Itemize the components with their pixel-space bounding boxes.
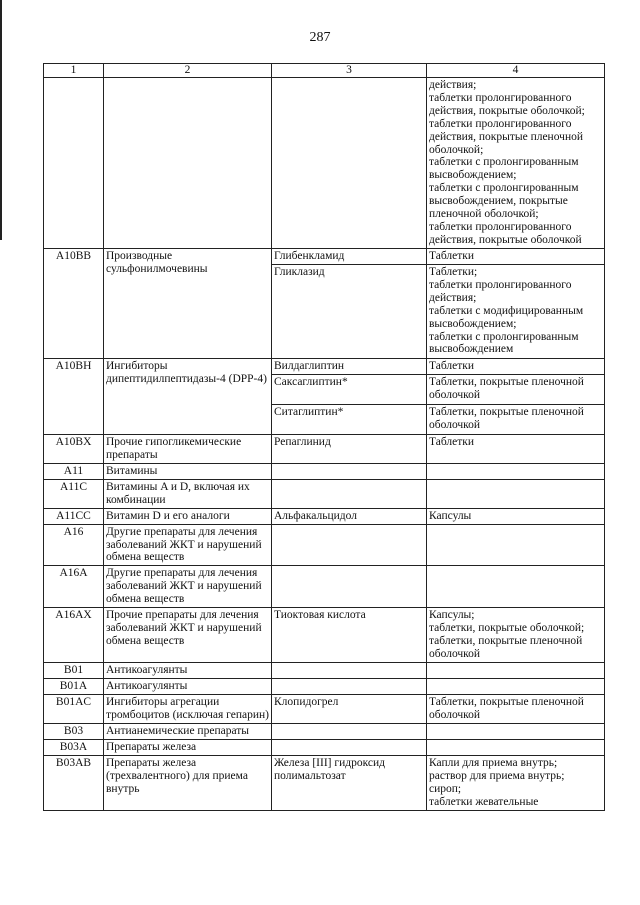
drug-group: Ингибиторы агрегации тромбоцитов (исключая гепарин)	[104, 695, 272, 724]
drug-name	[272, 663, 426, 678]
dosage-form: таблетки с модифицированным высвобождением;	[429, 304, 584, 330]
dosage-form: таблетки, покрытые пленочной оболочкой	[429, 634, 583, 660]
dosage-form-block	[427, 249, 604, 264]
drug-names-cell	[272, 724, 427, 740]
drug-group: Витамины	[104, 463, 272, 479]
drug-name	[272, 724, 426, 739]
dosage-form-block	[427, 374, 604, 404]
dosage-form: действия;	[429, 79, 477, 91]
dosage-form: таблетки с пролонгированным высвобождением, покрытые пленочной оболочкой;	[429, 182, 579, 221]
atc-code: A16A	[44, 566, 104, 608]
drug-group: Витамины A и D, включая их комбинации	[104, 479, 272, 508]
drug-names-cell	[272, 435, 427, 464]
table-row	[44, 679, 605, 695]
dosage-forms-cell	[427, 679, 605, 695]
drug-names-cell	[272, 508, 427, 524]
dosage-form: таблетки пролонгированного действия, покрытые пленочной оболочкой;	[429, 117, 584, 156]
table-row	[44, 524, 605, 566]
dosage-form: Таблетки, покрытые пленочной оболочкой	[429, 696, 584, 721]
drug-group	[104, 78, 272, 249]
drug-names-cell	[272, 249, 427, 359]
drug-name	[272, 740, 426, 755]
drug-name	[272, 78, 426, 248]
drug-name: Клопидогрел	[274, 696, 339, 709]
dosage-forms-cell	[427, 663, 605, 679]
drug-names-cell	[272, 359, 427, 435]
drug-table	[43, 63, 605, 811]
drug-names-cell	[272, 756, 427, 811]
dosage-forms-cell	[427, 524, 605, 566]
dosage-form: таблетки с пролонгированным высвобождением;	[429, 156, 579, 182]
dosage-form: таблетки пролонгированного действия, покрытые оболочкой	[429, 220, 582, 246]
drug-names-cell	[272, 479, 427, 508]
page-number: 287	[309, 30, 331, 45]
atc-code: B03A	[44, 740, 104, 756]
atc-code: B01A	[44, 679, 104, 695]
atc-code: A10BH	[44, 359, 104, 435]
dosage-forms-cell	[427, 724, 605, 740]
atc-code: A10BB	[44, 249, 104, 359]
drug-names-cell	[272, 566, 427, 608]
dosage-form: таблетки пролонгированного действия;	[429, 278, 572, 304]
table-row	[44, 566, 605, 608]
dosage-form-block	[427, 724, 604, 739]
dosage-form: Капсулы	[429, 509, 472, 522]
dosage-form-block	[427, 404, 604, 434]
drug-group: Антикоагулянты	[104, 679, 272, 695]
dosage-forms-cell	[427, 740, 605, 756]
dosage-form-block	[427, 740, 604, 755]
dosage-form-block	[427, 679, 604, 694]
dosage-form: Таблетки	[429, 360, 475, 372]
dosage-form: Таблетки, покрытые пленочной оболочкой	[429, 376, 584, 401]
column-number: 4	[427, 64, 605, 78]
drug-name: Железа [III] гидроксид полимальтозат	[274, 757, 385, 782]
dosage-form: Таблетки;	[429, 266, 478, 278]
drug-table-body	[44, 64, 605, 811]
drug-name: Гликлазид	[272, 264, 426, 358]
dosage-forms-cell	[427, 78, 605, 249]
dosage-forms-cell	[427, 249, 605, 359]
dosage-form-block	[427, 78, 604, 248]
drug-group: Прочие гипогликемические препараты	[104, 435, 272, 464]
drug-group: Витамин D и его аналоги	[104, 508, 272, 524]
column-number-row	[44, 64, 605, 78]
dosage-forms-cell	[427, 435, 605, 464]
dosage-form-block	[427, 663, 604, 678]
table-row	[44, 78, 605, 249]
drug-group: Другие препараты для лечения заболеваний ЖКТ и нарушений обмена веществ	[104, 524, 272, 566]
table-row	[44, 740, 605, 756]
column-number: 1	[44, 64, 104, 78]
drug-group: Препараты железа (трехвалентного) для приема внутрь	[104, 756, 272, 811]
atc-code: A11C	[44, 479, 104, 508]
atc-code: A16	[44, 524, 104, 566]
table-row	[44, 359, 605, 435]
dosage-form: таблетки, покрытые оболочкой;	[429, 621, 585, 634]
drug-names-cell	[272, 524, 427, 566]
table-row	[44, 724, 605, 740]
dosage-forms-cell	[427, 359, 605, 435]
dosage-form-block	[427, 509, 604, 524]
dosage-form-block	[427, 695, 604, 723]
dosage-forms-cell	[427, 463, 605, 479]
table-row	[44, 756, 605, 811]
atc-code: B03	[44, 724, 104, 740]
dosage-form: Капсулы;	[429, 609, 475, 622]
drug-name	[272, 480, 426, 495]
drug-name	[272, 679, 426, 694]
dosage-form-block	[427, 264, 604, 358]
column-number: 3	[272, 64, 427, 78]
table-row	[44, 663, 605, 679]
drug-name: Вилдаглиптин	[274, 360, 345, 372]
atc-code: A10BX	[44, 435, 104, 464]
table-row	[44, 479, 605, 508]
dosage-form: таблетки пролонгированного действия, покрытые оболочкой;	[429, 91, 585, 117]
drug-name: Тиоктовая кислота	[274, 609, 366, 622]
drug-name	[272, 525, 426, 540]
drug-group: Прочие препараты для лечения заболеваний ЖКТ и нарушений обмена веществ	[104, 608, 272, 663]
drug-names-cell	[272, 679, 427, 695]
drug-group: Производные сульфонилмочевины	[104, 249, 272, 359]
dosage-form-block	[427, 608, 604, 662]
table-row	[44, 508, 605, 524]
dosage-forms-cell	[427, 508, 605, 524]
dosage-form: сироп;	[429, 782, 462, 795]
dosage-form: Таблетки	[429, 250, 475, 262]
drug-name: Глибенкламид	[274, 250, 345, 262]
atc-code: A11CC	[44, 508, 104, 524]
atc-code	[44, 78, 104, 249]
atc-code: B01	[44, 663, 104, 679]
dosage-form: таблетки жевательные	[429, 795, 539, 808]
dosage-forms-cell	[427, 479, 605, 508]
table-row	[44, 249, 605, 359]
drug-group: Препараты железа	[104, 740, 272, 756]
dosage-form-block	[427, 359, 604, 374]
drug-name: Ситаглиптин*	[272, 404, 426, 434]
atc-code: B01AC	[44, 695, 104, 724]
dosage-form-block	[427, 566, 604, 581]
dosage-form-block	[427, 525, 604, 540]
dosage-form: Таблетки, покрытые пленочной оболочкой	[429, 406, 584, 431]
drug-name	[272, 464, 426, 479]
drug-name: Саксаглиптин*	[272, 374, 426, 404]
dosage-form: Капли для приема внутрь;	[429, 757, 558, 770]
atc-code: A11	[44, 463, 104, 479]
dosage-form: Таблетки	[429, 436, 475, 448]
table-row	[44, 608, 605, 663]
drug-names-cell	[272, 463, 427, 479]
atc-code: A16AX	[44, 608, 104, 663]
drug-names-cell	[272, 740, 427, 756]
drug-names-cell	[272, 608, 427, 663]
dosage-form-block	[427, 756, 604, 810]
column-number: 2	[104, 64, 272, 78]
drug-group: Ингибиторы дипептидилпептидазы-4 (DPP-4)	[104, 359, 272, 435]
dosage-forms-cell	[427, 566, 605, 608]
table-row	[44, 435, 605, 464]
drug-names-cell	[272, 78, 427, 249]
dosage-form-block	[427, 480, 604, 495]
dosage-forms-cell	[427, 608, 605, 663]
dosage-form-block	[427, 464, 604, 479]
drug-names-cell	[272, 695, 427, 724]
drug-name: Альфакальцидол	[274, 509, 357, 522]
drug-name: Репаглинид	[274, 436, 331, 448]
drug-names-cell	[272, 663, 427, 679]
dosage-form: таблетки с пролонгированным высвобождением	[429, 330, 579, 356]
dosage-forms-cell	[427, 695, 605, 724]
table-row	[44, 463, 605, 479]
drug-group: Антианемические препараты	[104, 724, 272, 740]
drug-group: Другие препараты для лечения заболеваний ЖКТ и нарушений обмена веществ	[104, 566, 272, 608]
dosage-forms-cell	[427, 756, 605, 811]
drug-name	[272, 566, 426, 581]
dosage-form: раствор для приема внутрь;	[429, 769, 565, 782]
atc-code: B03AB	[44, 756, 104, 811]
dosage-form-block	[427, 435, 604, 450]
drug-group: Антикоагулянты	[104, 663, 272, 679]
table-row	[44, 695, 605, 724]
